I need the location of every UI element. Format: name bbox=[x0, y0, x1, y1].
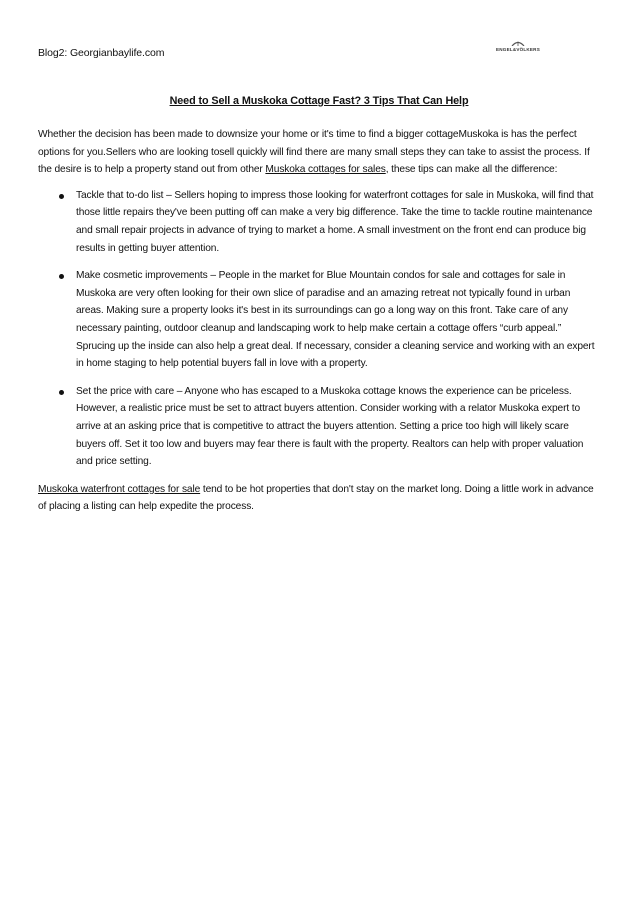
muskoka-cottages-link[interactable]: Muskoka cottages for sales bbox=[265, 164, 386, 176]
bullet-icon bbox=[59, 194, 64, 199]
list-item bbox=[38, 383, 598, 471]
tip-text: Make cosmetic improvements – People in the market for Blue Mountain condos for sale and cottages for sale in Muskoka are very often looking for their own slice of paradise and an amazing retreat not typically found in urban areas. Making sure a property looks it's best in its surroundings can go a long way on this front. Take care of any necessary painting, outdoor cleanup and landscaping work to help make certain a cottage offers “curb appeal.” Sprucing up the inside can also help a great deal. If necessary, consider a cleaning service and working with an expert in home staging to help potential buyers fall in love with a property. bbox=[76, 270, 595, 370]
header-blog-label: Blog2: Georgianbaylife.com bbox=[38, 47, 165, 59]
brand-logo bbox=[492, 40, 544, 56]
tip-text: Set the price with care – Anyone who has escaped to a Muskoka cottage knows the experience can be priceless. However, a realistic price must be set to attract buyers attention. Consider working with a relator Muskoka expert to arrive at an asking price that is competitive to attract the buyers attention. Setting a price too high will likely scare buyers off. Set it too low and buyers may fear there is fault with the property. Realtors can help with proper valuation and price setting. bbox=[76, 385, 584, 468]
article-title: Need to Sell a Muskoka Cottage Fast? 3 Tips That Can Help bbox=[169, 95, 469, 107]
bullet-icon bbox=[59, 274, 64, 279]
muskoka-waterfront-link[interactable]: Muskoka waterfront cottages for sale bbox=[38, 483, 201, 495]
intro-text-end: , these tips can make all the difference: bbox=[385, 164, 558, 176]
closing-paragraph bbox=[38, 481, 598, 516]
brand-logo-text: ENGEL&VÖLKERS bbox=[496, 47, 540, 52]
bullet-icon bbox=[59, 390, 64, 395]
bell-arch-logo-icon bbox=[511, 40, 525, 46]
tips-list bbox=[38, 187, 598, 471]
list-item bbox=[38, 267, 598, 373]
closing-text: tend to be hot properties that don't stay on the market long. Doing a little work in advance of placing a listing can help expedite the process. bbox=[38, 483, 594, 513]
article-body bbox=[38, 126, 598, 516]
list-item bbox=[38, 187, 598, 257]
intro-text: Whether the decision has been made to downsize your home or it's time to find a bigger cottageMuskoka is has the perfect options for you.Sellers who are looking tosell quickly will find there are many small steps they can take to assist the process. If the desire is to help a property stand out from other bbox=[38, 129, 590, 176]
tip-text: Tackle that to-do list – Sellers hoping to impress those looking for waterfront cottages for sale in Muskoka, will find that those little repairs they've been putting off can make a very big difference. Take the time to tackle routine maintenance and small repair projects in advance of trying to market a home. A small investment on the front end can produce big results in getting buyer attention. bbox=[76, 189, 594, 254]
intro-paragraph bbox=[38, 126, 598, 179]
